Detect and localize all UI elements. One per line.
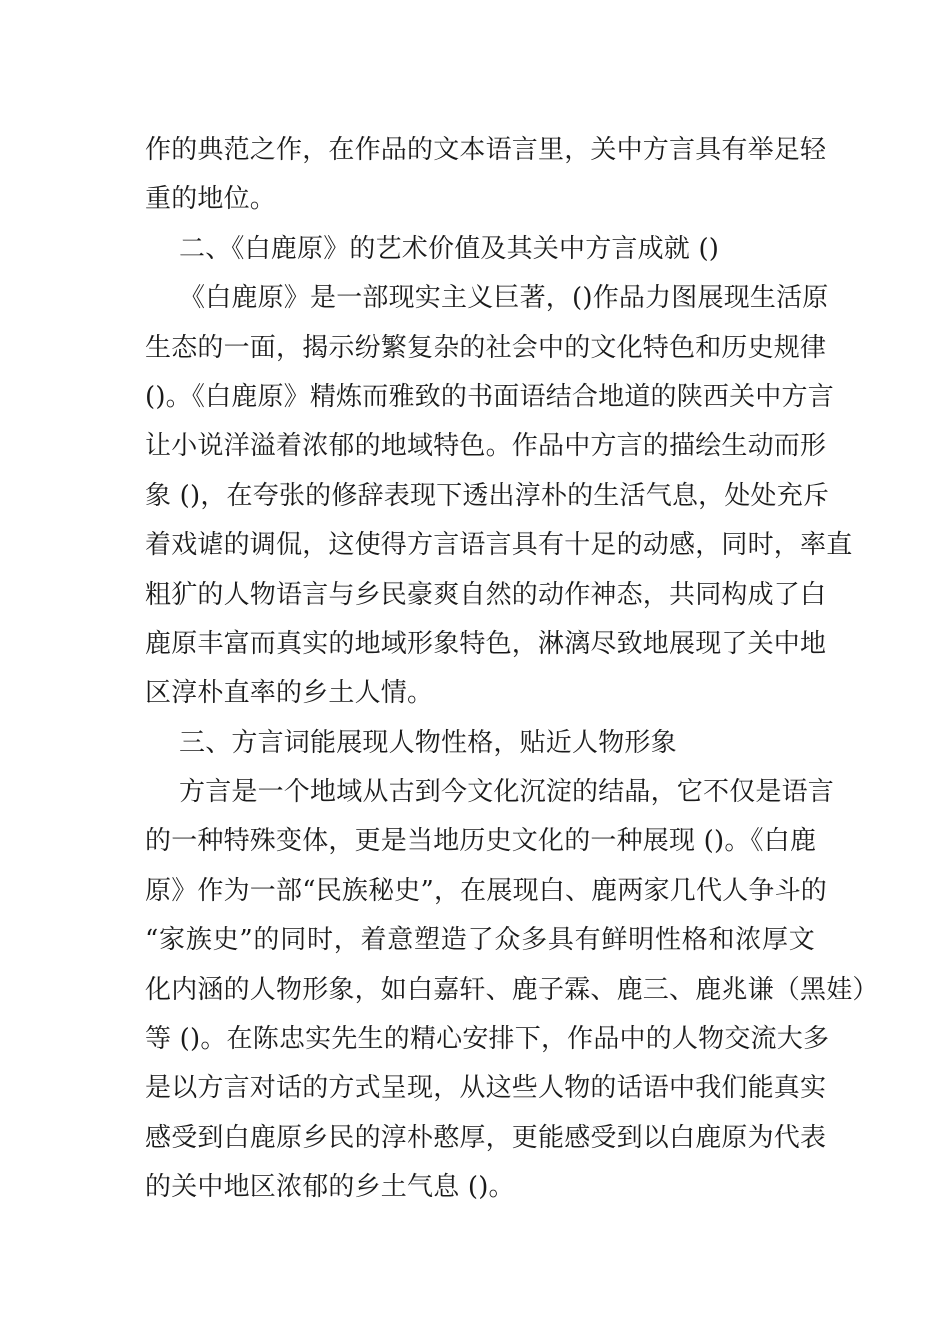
text-line: 等 ()。在陈忠实先生的精心安排下，作品中的人物交流大多 xyxy=(145,1024,830,1055)
text-line: 象 ()，在夸张的修辞表现下透出淳朴的生活气息，处处充斥 xyxy=(145,480,830,511)
text-line: ()。《白鹿原》精炼而雅致的书面语结合地道的陕西关中方言 xyxy=(145,381,834,412)
text-line: 让小说洋溢着浓郁的地域特色。作品中方言的描绘生动而形 xyxy=(145,431,827,462)
text-line: 方言是一个地域从古到今文化沉淀的结晶，它不仅是语言 xyxy=(179,777,835,808)
text-line: 感受到白鹿原乡民的淳朴憨厚，更能感受到以白鹿原为代表 xyxy=(145,1122,827,1153)
text-line: 区淳朴直率的乡土人情。 xyxy=(145,678,434,709)
text-line: 化内涵的人物形象，如白嘉轩、鹿子霖、鹿三、鹿兆谦（黑娃） xyxy=(145,974,879,1005)
text-line: 着戏谑的调侃，这使得方言语言具有十足的动感，同时，率直 xyxy=(145,530,853,561)
text-line: 作的典范之作，在作品的文本语言里，关中方言具有举足轻 xyxy=(145,135,827,165)
text-line: “家族史”的同时，着意塑造了众多具有鲜明性格和浓厚文 xyxy=(145,925,815,956)
text-line: 的一种特殊变体，更是当地历史文化的一种展现 ()。《白鹿 xyxy=(145,826,817,857)
body-text xyxy=(145,126,879,1213)
text-line: 鹿原丰富而真实的地域形象特色，淋漓尽致地展现了关中地 xyxy=(145,628,827,659)
text-line: 原》作为一部“民族秘史”，在展现白、鹿两家几代人争斗的 xyxy=(145,875,827,906)
text-line: 二、《白鹿原》的艺术价值及其关中方言成就 () xyxy=(179,233,720,264)
text-line: 的关中地区浓郁的乡土气息 ()。 xyxy=(145,1172,515,1203)
text-line: 生态的一面，揭示纷繁复杂的社会中的文化特色和历史规律 xyxy=(145,332,827,363)
text-line: 是以方言对话的方式呈现，从这些人物的话语中我们能真实 xyxy=(145,1073,827,1104)
text-line: 粗犷的人物语言与乡民豪爽自然的动作神态，共同构成了白 xyxy=(145,579,827,610)
text-line: 三、方言词能展现人物性格，贴近人物形象 xyxy=(179,727,677,758)
text-line: 《白鹿原》是一部现实主义巨著，()作品力图展现生活原 xyxy=(179,283,829,314)
text-line: 重的地位。 xyxy=(145,184,277,215)
